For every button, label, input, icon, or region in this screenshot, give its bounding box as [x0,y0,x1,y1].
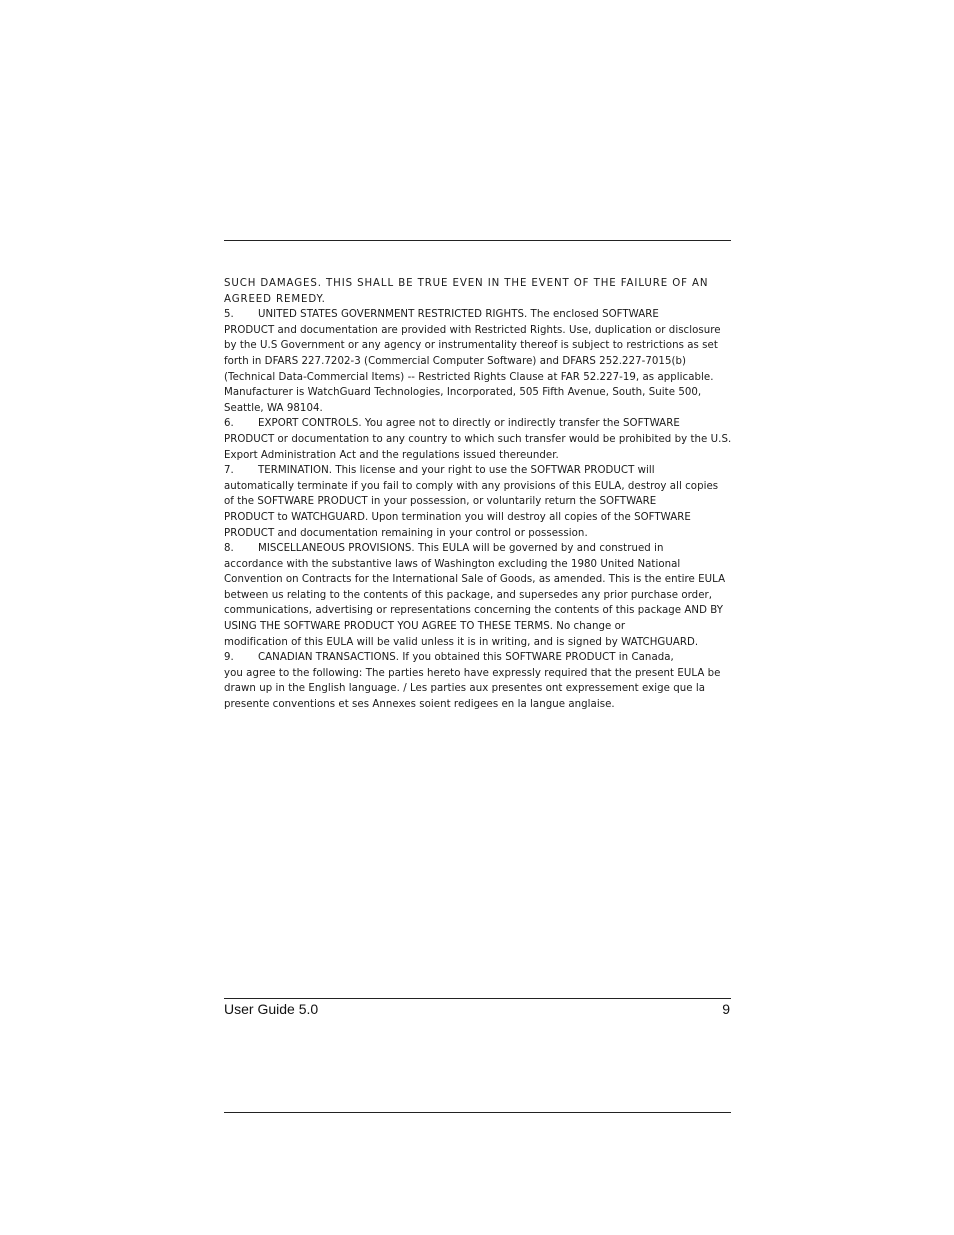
intro-line: AGREED REMEDY. [224,293,326,305]
page-bottom-divider [224,1112,731,1113]
section-5-line: Manufacturer is WatchGuard Technologies, Incorporated, 505 Fifth Avenue, South, Suite 500, [224,387,702,399]
section-6-line: Export Administration Act and the regulations issued thereunder. [224,449,559,461]
intro-line: SUCH DAMAGES. THIS SHALL BE TRUE EVEN IN THE EVENT OF THE FAILURE OF AN [224,278,709,289]
section-8-line: communications, advertising or representations concerning the contents of this package AND BY [224,605,724,617]
section-7-line [224,463,734,479]
section-9-line: presente conventions et ses Annexes soient redigees en la langue anglaise. [224,699,615,711]
section-7-line: PRODUCT to WATCHGUARD. Upon termination you will destroy all copies of the SOFTWARE [224,511,691,523]
section-number: 6. [224,418,234,430]
section-8-line [224,541,734,557]
section-6-line: PRODUCT or documentation to any country to which such transfer would be prohibited by the U.S. [224,433,732,445]
section-heading-line: CANADIAN TRANSACTIONS. If you obtained this SOFTWARE PRODUCT in Canada, [258,652,674,664]
section-7-line: PRODUCT and documentation remaining in your control or possession. [224,527,588,539]
section-7-line: automatically terminate if you fail to comply with any provisions of this EULA, destroy all copies [224,480,719,492]
section-6-line [224,416,734,432]
section-number: 9. [224,652,234,664]
page-number: 9 [722,1001,730,1017]
section-5-line: PRODUCT and documentation are provided with Restricted Rights. Use, duplication or disclosure [224,324,721,336]
section-8-line: accordance with the substantive laws of Washington excluding the 1980 United National [224,558,681,570]
section-5-line [224,307,734,323]
section-5-line: (Technical Data-Commercial Items) -- Restricted Rights Clause at FAR 52.227-19, as applicable. [224,371,714,383]
section-5-line: Seattle, WA 98104. [224,402,323,414]
section-8-line: USING THE SOFTWARE PRODUCT YOU AGREE TO THESE TERMS. No change or [224,621,626,633]
header-divider [224,240,731,241]
section-5-line: forth in DFARS 227.7202-3 (Commercial Computer Software) and DFARS 252.227-7015(b) [224,355,687,367]
section-heading-line: UNITED STATES GOVERNMENT RESTRICTED RIGHTS. The enclosed SOFTWARE [258,309,659,321]
section-8-line: between us relating to the contents of this package, and supersedes any prior purchase order, [224,589,713,601]
footer-guide-title: User Guide 5.0 [224,1001,319,1017]
section-number: 8. [224,543,234,555]
section-7-line: of the SOFTWARE PRODUCT in your possession, or voluntarily return the SOFTWARE [224,496,657,508]
section-8-line: modification of this EULA will be valid unless it is in writing, and is signed by WATCHGUARD. [224,636,699,648]
section-8-line: Convention on Contracts for the International Sale of Goods, as amended. This is the entire EULA [224,574,726,586]
section-heading-line: EXPORT CONTROLS. You agree not to directly or indirectly transfer the SOFTWARE [258,418,680,430]
section-9-line: drawn up in the English language. / Les parties aux presentes ont expressement exige que la [224,683,705,695]
section-number: 7. [224,465,234,477]
license-body-text [224,276,734,713]
footer-divider [224,998,731,999]
section-number: 5. [224,309,234,321]
section-9-line [224,650,734,666]
section-5-line: by the U.S Government or any agency or instrumentality thereof is subject to restrictions as set [224,340,718,352]
section-9-line: you agree to the following: The parties hereto have expressly required that the present EULA be [224,667,721,679]
section-heading-line: TERMINATION. This license and your right to use the SOFTWAR PRODUCT will [258,465,655,477]
section-heading-line: MISCELLANEOUS PROVISIONS. This EULA will be governed by and construed in [258,543,664,555]
